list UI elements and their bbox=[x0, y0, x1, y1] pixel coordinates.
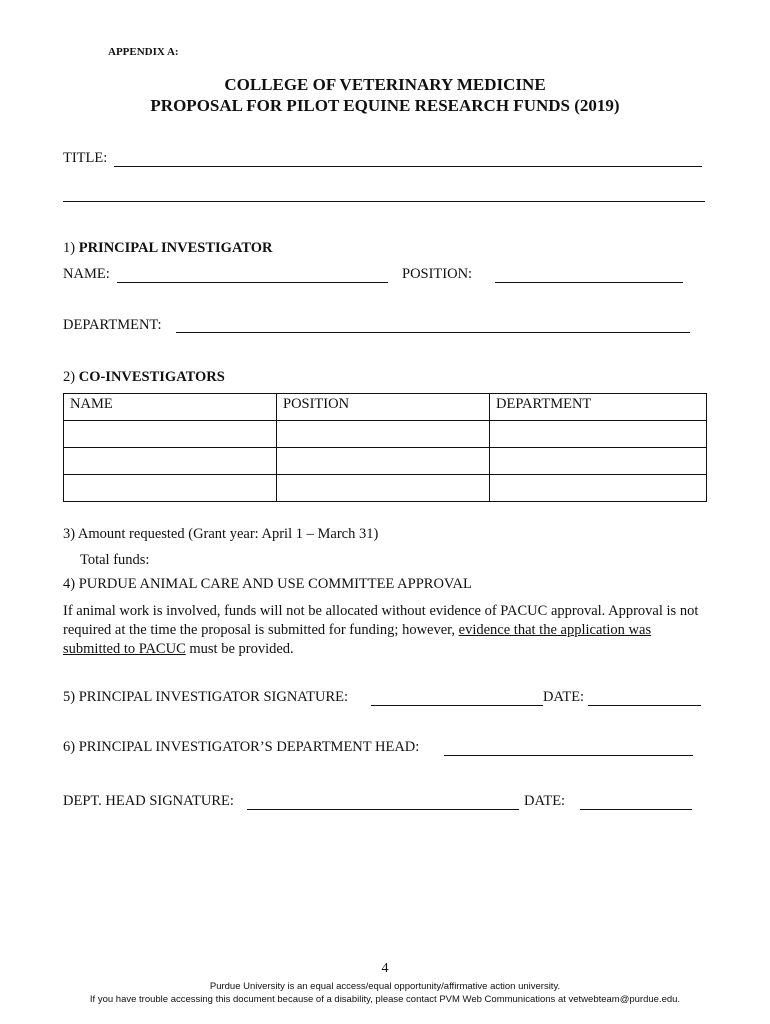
dept-head-date-label: DATE: bbox=[524, 793, 566, 809]
pacuc-paragraph: If animal work is involved, funds will not be allocated without evidence of PACUC approval. Approval is not required at the time the proposal is submitted for funding; however, evidence that the application was submitted to PACUC must be provided. bbox=[63, 603, 699, 657]
title-line-2: PROPOSAL FOR PILOT EQUINE RESEARCH FUNDS (2019) bbox=[150, 96, 620, 115]
pi-position-line[interactable] bbox=[495, 282, 683, 283]
footer-equal-access: Purdue University is an equal access/equal opportunity/affirmative action university. bbox=[209, 981, 561, 992]
dept-head-signature-line[interactable] bbox=[247, 809, 519, 810]
table-cell[interactable] bbox=[490, 421, 707, 448]
pi-signature-date-label: DATE: bbox=[543, 689, 585, 705]
section-1-heading: 1) PRINCIPAL INVESTIGATOR bbox=[63, 240, 273, 256]
column-header-position: POSITION bbox=[277, 394, 490, 421]
title-field-line-2[interactable] bbox=[63, 201, 705, 202]
page-number: 4 bbox=[381, 961, 389, 976]
footer-accessibility-contact: If you have trouble accessing this document because of a disability, please contact PVM Web Communications at vetwebteam@purdue.edu. bbox=[89, 994, 681, 1005]
column-header-department: DEPARTMENT bbox=[490, 394, 707, 421]
document-title bbox=[0, 74, 770, 116]
pi-signature-line[interactable] bbox=[371, 705, 543, 706]
column-header-name: NAME bbox=[64, 394, 277, 421]
dept-head-label: 6) PRINCIPAL INVESTIGATOR’S DEPARTMENT HEAD: bbox=[63, 739, 420, 755]
table-cell[interactable] bbox=[64, 475, 277, 502]
pi-department-label: DEPARTMENT: bbox=[63, 317, 162, 333]
table-row bbox=[64, 421, 707, 448]
table-header-row bbox=[64, 394, 707, 421]
title-field-label: TITLE: bbox=[63, 150, 108, 166]
pacuc-evidence-text: evidence that the application was submitted to PACUC bbox=[63, 622, 652, 657]
table-row bbox=[64, 448, 707, 475]
appendix-label: APPENDIX A: bbox=[108, 46, 179, 58]
dept-head-date-line[interactable] bbox=[580, 809, 692, 810]
table-cell[interactable] bbox=[490, 475, 707, 502]
total-funds-label: Total funds: bbox=[80, 552, 150, 568]
table-cell[interactable] bbox=[277, 448, 490, 475]
section-2-heading: 2) CO-INVESTIGATORS bbox=[63, 369, 225, 385]
table-cell[interactable] bbox=[64, 448, 277, 475]
dept-head-signature-label: DEPT. HEAD SIGNATURE: bbox=[63, 793, 234, 809]
pi-name-label: NAME: bbox=[63, 266, 110, 282]
table-row bbox=[64, 475, 707, 502]
pi-name-line[interactable] bbox=[117, 282, 388, 283]
pi-department-line[interactable] bbox=[176, 332, 690, 333]
pi-position-label: POSITION: bbox=[402, 266, 473, 282]
table-cell[interactable] bbox=[277, 421, 490, 448]
co-investigators-table bbox=[63, 393, 707, 502]
table-cell[interactable] bbox=[490, 448, 707, 475]
section-3-amount-requested: 3) Amount requested (Grant year: April 1 – March 31) bbox=[63, 526, 379, 542]
table-cell[interactable] bbox=[277, 475, 490, 502]
pi-signature-date-line[interactable] bbox=[588, 705, 701, 706]
section-4-heading: 4) PURDUE ANIMAL CARE AND USE COMMITTEE APPROVAL bbox=[63, 576, 472, 592]
table-cell[interactable] bbox=[64, 421, 277, 448]
dept-head-line[interactable] bbox=[444, 755, 693, 756]
title-field-line-1[interactable] bbox=[114, 166, 702, 167]
pi-signature-label: 5) PRINCIPAL INVESTIGATOR SIGNATURE: bbox=[63, 689, 349, 705]
title-line-1: COLLEGE OF VETERINARY MEDICINE bbox=[224, 75, 546, 94]
